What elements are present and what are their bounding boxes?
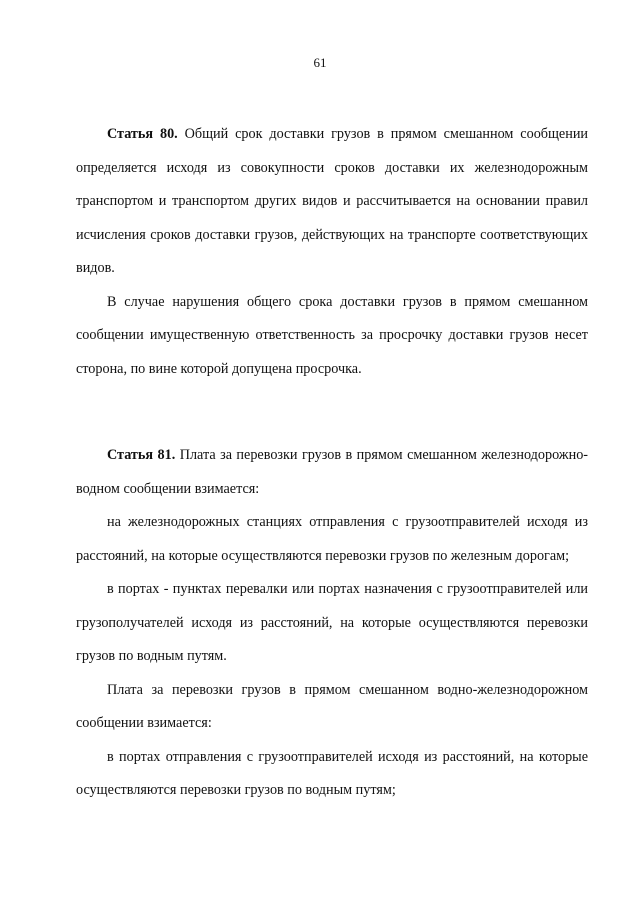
article-81-paragraph-1 xyxy=(76,439,588,506)
page-number: 61 xyxy=(313,55,327,70)
article-80-paragraph-1 xyxy=(76,118,588,286)
article-80-text-1: Общий срок доставки грузов в прямом смешанном сообщении определяется исходя из совокупности сроков доставки их железнодорожным транспортом и транспортом других видов и рассчитывается на основании правил исчисления сроков доставки грузов, действующих на транспорте соответствующих видов. xyxy=(76,126,589,276)
article-81-heading: Статья 81. xyxy=(107,447,176,463)
document-body xyxy=(76,118,588,808)
article-81-paragraph-4: Плата за перевозки грузов в прямом смешанном водно-железнодорожном сообщении взимается: xyxy=(76,681,588,731)
article-81-paragraph-5: в портах отправления с грузоотправителей исходя из расстояний, на которые осуществляются перевозки грузов по водным путям; xyxy=(76,748,588,798)
article-81-paragraph-2: на железнодорожных станциях отправления с грузоотправителей исходя из расстояний, на которые осуществляются перевозки грузов по железным дорогам; xyxy=(76,514,588,564)
article-81-paragraph-3: в портах - пунктах перевалки или портах назначения с грузоотправителей или грузополучателей исходя из расстояний, на которые осуществляются перевозки грузов по водным путям. xyxy=(76,581,588,664)
article-80-heading: Статья 80. xyxy=(107,126,178,142)
article-80-paragraph-2: В случае нарушения общего срока доставки грузов в прямом смешанном сообщении имущественную ответственность за просрочку доставки грузов несет сторона, по вине которой допущена просрочка. xyxy=(76,293,588,377)
article-81-text-1: Плата за перевозки грузов в прямом смешанном железнодорожно-водном сообщении взимается: xyxy=(76,447,589,497)
